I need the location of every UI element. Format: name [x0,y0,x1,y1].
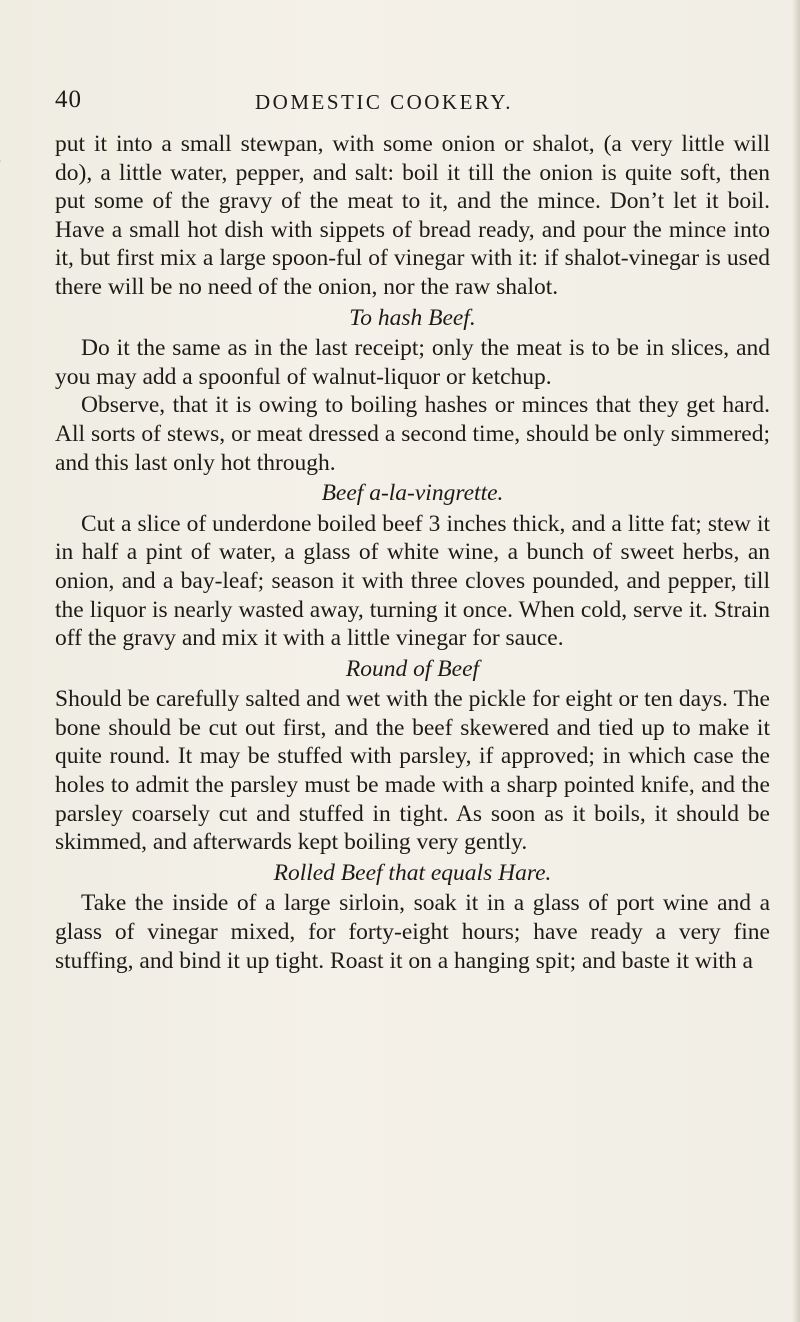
paragraph: put it into a small stewpan, with some onion or shalot, (a very little will do), a little water, pepper, and salt: boil it till the onion is quite soft, then put some of the gravy of the meat to it, and the mince. Don’t let it boil. Have a small hot dish with sippets of bread ready, and pour the mince into it, but first mix a large spoon-ful of vinegar with it: if shalot-vinegar is used there will be no need of the onion, nor the raw shalot. [55,131,770,300]
page-scratch-mark [0,160,3,467]
recipe-heading: Rolled Beef that equals Hare. [273,859,552,886]
page-header [55,86,755,120]
recipe-heading: Beef a-la-vingrette. [321,480,504,507]
paragraph: Do it the same as in the last receipt; only the meat is to be in slices, and you may add a spoonful of walnut-liquor or ketchup. [55,335,770,390]
recipe-heading: To hash Beef. [349,304,476,331]
running-title: DOMESTIC COOKERY. [255,90,513,114]
page-edge-shadow [792,0,800,1322]
paragraph: Observe, that it is owing to boiling hashes or minces that they get hard. All sorts of stews, or meat dressed a second time, should be only simmered; and this last only hot through. [55,392,770,476]
paragraph: Cut a slice of underdone boiled beef 3 inches thick, and a litte fat; stew it in half a pint of water, a glass of white wine, a bunch of sweet herbs, an onion, and a bay-leaf; season it with three cloves pounded, and pepper, till the liquor is nearly wasted away, turning it once. When cold, serve it. Strain off the gravy and mix it with a little vinegar for sauce. [55,510,770,652]
page-number: 40 [55,86,82,113]
page-body-text [55,130,770,975]
paragraph: Take the inside of a large sirloin, soak it in a glass of port wine and a glass of vinegar mixed, for forty-eight hours; have ready a very fine stuffing, and bind it up tight. Roast it on a hanging spit; and baste it with a [55,890,770,974]
recipe-heading: Round of Beef [345,655,480,682]
paragraph: Should be carefully salted and wet with the pickle for eight or ten days. The bone should be cut out first, and the beef skewered and tied up to make it quite round. It may be stuffed with parsley, if approved; in which case the holes to admit the parsley must be made with a sharp pointed knife, and the parsley coarsely cut and stuffed in tight. As soon as it boils, it should be skimmed, and afterwards kept boiling very gently. [55,686,770,856]
